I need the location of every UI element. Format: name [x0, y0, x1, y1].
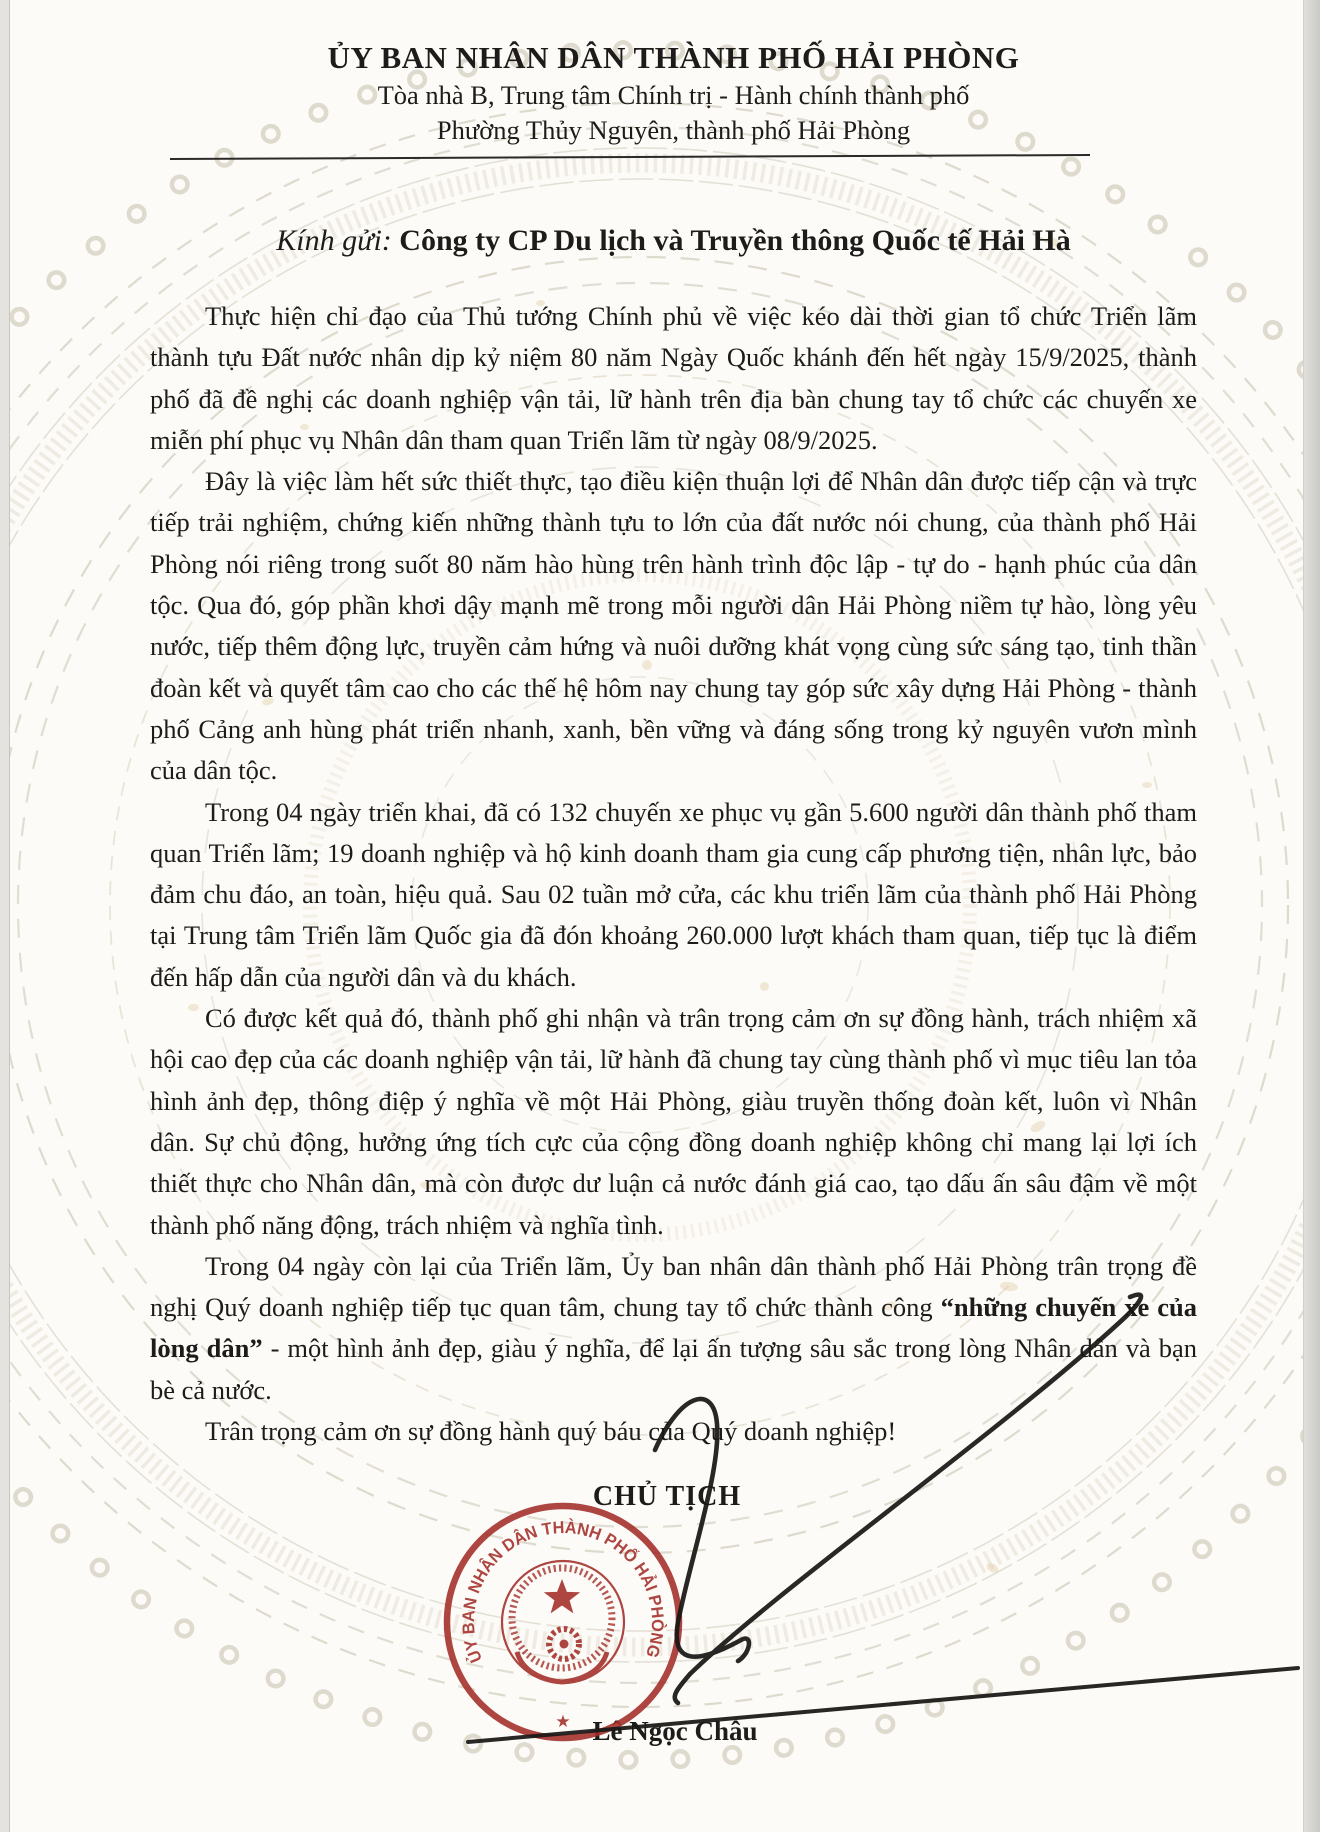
- quoted-slogan: “những chuyến xe của lòng dân”: [150, 1292, 1197, 1364]
- emblem-wreath: [512, 1568, 612, 1668]
- emblem-ribbon-left: [517, 1652, 562, 1682]
- seal-inner-ring: [502, 1561, 624, 1683]
- body-paragraph-1: Thực hiện chỉ đạo của Thủ tướng Chính phủ về việc kéo dài thời gian tổ chức Triển lãm thành tựu Đất nước nhân dịp kỷ niệm 80 năm Ngày Quốc khánh đến hết ngày 15/9/2025, thành phố đã đề nghị các doanh nghiệp vận tải, lữ hành trên địa bàn chung tay tổ chức các chuyến xe miễn phí phục vụ Nhân dân tham quan Triển lãm từ ngày 08/9/2025.: [150, 301, 1197, 455]
- seal-bottom-star-icon: ★: [555, 1712, 571, 1731]
- body-paragraph-5: [150, 1246, 1197, 1411]
- official-seal: [447, 1506, 679, 1738]
- national-emblem-star-icon: [544, 1579, 580, 1613]
- emblem-cogwheel-icon: [549, 1629, 579, 1659]
- seal-outer-ring: [447, 1506, 679, 1738]
- paper-fleck: [985, 1561, 1000, 1574]
- emblem-ribbon-right: [562, 1652, 607, 1682]
- signer-title: CHỦ TỊCH: [592, 1481, 742, 1512]
- body-paragraph-3: Trong 04 ngày triển khai, đã có 132 chuyến xe phục vụ gần 5.600 người dân thành phố tham quan Triển lãm; 19 doanh nghiệp và hộ kinh doanh tham gia cung cấp phương tiện, nhân lực, bảo đảm chu đáo, an toàn, hiệu quả. Sau 02 tuần mở cửa, các khu triển lãm của thành phố Hải Phòng tại Trung tâm Triển lãm Quốc gia đã đón khoảng 260.000 lượt khách tham quan, tiếp tục là điểm đến hấp dẫn của người dân và du khách.: [150, 796, 1197, 992]
- page-edge-right: [1303, 0, 1320, 1832]
- salutation-label: Kính gửi:: [276, 224, 392, 257]
- body-paragraph-2: Đây là việc làm hết sức thiết thực, tạo điều kiện thuận lợi để Nhân dân được tiếp cận và trực tiếp trải nghiệm, chứng kiến những thành tựu to lớn của đất nước nói chung, của thành phố Hải Phòng nói riêng trong suốt 80 năm hào hùng trên hành trình độc lập - tự do - hạnh phúc của dân tộc. Qua đó, góp phần khơi dậy mạnh mẽ trong mỗi người dân Hải Phòng niềm tự hào, lòng yêu nước, tiếp thêm động lực, truyền cảm hứng và nuôi dưỡng khát vọng cùng sức sáng tạo, tinh thần đoàn kết và quyết tâm cao cho các thế hệ hôm nay chung tay góp sức xây dựng Hải Phòng - thành phố Cảng anh hùng phát triển nhanh, xanh, bền vững và đáng sống trong kỷ nguyên vươn mình của dân tộc.: [150, 466, 1197, 786]
- letter-body: [150, 296, 1197, 1452]
- recipient-name: Công ty CP Du lịch và Truyền thông Quốc tế Hải Hà: [399, 224, 1071, 257]
- address-line-2: Phường Thủy Nguyên, thành phố Hải Phòng: [436, 115, 911, 145]
- signature-tail-stroke: [675, 1674, 690, 1703]
- address-line-1: Tòa nhà B, Trung tâm Chính trị - Hành chính thành phố: [377, 80, 970, 110]
- issuing-organization: ỦY BAN NHÂN DÂN THÀNH PHỐ HẢI PHÒNG: [327, 40, 1020, 75]
- recipient-line: [150, 224, 1197, 258]
- body-paragraph-4: Có được kết quả đó, thành phố ghi nhận và trân trọng cảm ơn sự đồng hành, trách nhiệm xã hội cao đẹp của các doanh nghiệp vận tải, lữ hành đã chung tay cùng thành phố vì mục tiêu lan tỏa hình ảnh đẹp, thông điệp ý nghĩa về một Hải Phòng, giàu truyền thống đoàn kết, luôn vì Nhân dân. Sự chủ động, hưởng ứng tích cực của cộng đồng doanh nghiệp không chỉ mang lại lợi ích thiết thực cho Nhân dân, mà còn được dư luận cả nước đánh giá cao, tạo dấu ấn sâu đậm về một thành phố năng động, trách nhiệm và nghĩa tình.: [150, 1003, 1197, 1240]
- paragraph-5-text: Trong 04 ngày còn lại của Triển lãm, Ủy ban nhân dân thành phố Hải Phòng trân trọng đề nghị Quý doanh nghiệp tiếp tục quan tâm, chung tay tổ chức thành công: [150, 1250, 1197, 1323]
- seal-text: ỦY BAN NHÂN DÂN THÀNH PHỐ HẢI PHÒNG: [458, 1517, 668, 1666]
- emblem-cog-hub: [560, 1640, 569, 1649]
- closing-line: Trân trọng cảm ơn sự đồng hành quý báu của Quý doanh nghiệp!: [205, 1416, 897, 1447]
- paragraph-5-text-end: - một hình ảnh đẹp, giàu ý nghĩa, để lại ấn tượng sâu sắc trong lòng Nhân dân và bạn bè cả nước.: [150, 1333, 1197, 1405]
- signer-name: Lê Ngọc Châu: [592, 1716, 758, 1746]
- page-edge-left: [0, 0, 10, 1832]
- header-rule: [170, 154, 1090, 160]
